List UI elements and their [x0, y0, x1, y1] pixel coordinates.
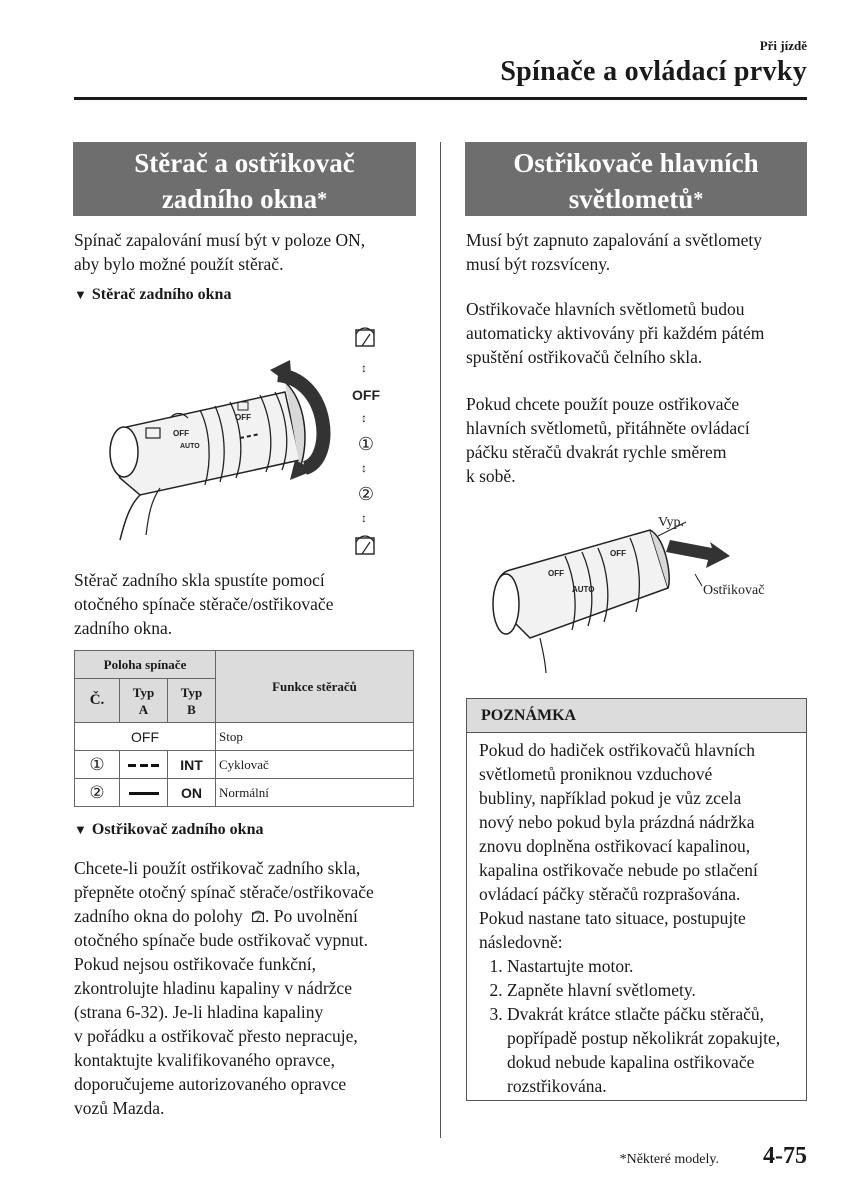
text-line: světlometů proniknou vzduchové: [479, 764, 713, 784]
washer-position-icon: [356, 536, 374, 554]
switch-position-table: [74, 650, 414, 807]
header-text: B: [187, 701, 196, 717]
headlight-paragraph-2: [466, 297, 811, 369]
note-body: [467, 733, 806, 1098]
cell-type-b: INT: [168, 751, 216, 779]
text-fragment: . Po uvolnění: [265, 906, 358, 926]
diagram-off-label: OFF: [352, 387, 380, 403]
cell-type-a-continuous-icon: [120, 779, 168, 807]
lever-off-label-2: OFF: [235, 413, 251, 422]
section-title-rear-wiper: [73, 142, 416, 216]
cell-number: ②: [75, 779, 120, 807]
headlight-paragraph-3: [466, 392, 811, 488]
page-title: Spínače a ovládací prvky: [500, 56, 807, 87]
table-header-type-a: [120, 679, 168, 723]
rear-wiper-paragraph: [74, 568, 424, 640]
footnote-star: *: [317, 188, 328, 210]
text-line: otočného spínače stěrače/ostřikovače: [74, 594, 334, 614]
headlight-paragraph-1: [466, 228, 811, 276]
double-arrow-icon: ↕: [361, 511, 367, 525]
text-line: páčku stěračů dvakrát rychle směrem: [466, 442, 727, 462]
text-line: (strana 6-32). Je-li hladina kapaliny: [74, 1002, 324, 1022]
text-line: Stěrač zadního skla spustíte pomocí: [74, 570, 325, 590]
list-item: 2. Zapněte hlavní světlomety.: [507, 978, 796, 1002]
text-line: vozů Mazda.: [74, 1098, 165, 1118]
text-line: kontaktujte kvalifikovaného opravce,: [74, 1050, 335, 1070]
washer-icon: [251, 909, 265, 923]
cell-number: ①: [75, 751, 120, 779]
section-title-line2: zadního okna: [161, 184, 318, 214]
cell-function: Stop: [216, 723, 414, 751]
lever-auto-label: AUTO: [180, 443, 200, 450]
footnote: *Některé modely.: [619, 1152, 719, 1167]
section-title-headlight-washer: [465, 142, 807, 216]
lever-off-label-2: OFF: [610, 549, 626, 558]
table-row: [75, 751, 414, 779]
text-line: přepněte otočný spínač stěrače/ostřikovače: [74, 882, 374, 902]
text-line: následovně:: [479, 932, 563, 952]
text-line: spuštění ostřikovačů čelního skla.: [466, 347, 703, 367]
section-title-line1: Ostřikovače hlavních: [513, 148, 759, 178]
headlight-washer-lever-diagram: [490, 508, 790, 678]
list-item: 3. Dvakrát krátce stlačte páčku stěračů, popřípadě postup několikrát zopakujte, dokud nebude kapalina ostřikovače rozstřikována.: [507, 1002, 796, 1098]
header-text: A: [138, 701, 149, 717]
subheading-rear-washer: [74, 821, 263, 839]
text-line: zadního okna.: [74, 618, 173, 638]
text-line: zkontrolujte hladinu kapaliny v nádržce: [74, 978, 352, 998]
figure-label-washer: Ostřikovač: [703, 583, 765, 598]
text-line: hlavních světlometů, přitáhněte ovládací: [466, 418, 750, 438]
cell-type-a-intermittent-icon: [120, 751, 168, 779]
table-row: [75, 723, 414, 751]
header-text: Typ: [132, 684, 155, 700]
table-row: [75, 779, 414, 807]
list-item: 1. Nastartujte motor.: [507, 954, 796, 978]
text-line: v pořádku a ostřikovač přesto nepracuje,: [74, 1026, 358, 1046]
position-1-label: ①: [357, 434, 375, 454]
text-line: Pokud nejsou ostřikovače funkční,: [74, 954, 317, 974]
text-line: bubliny, například pokud je vůz zcela: [479, 788, 742, 808]
cell-function: Cyklovač: [216, 751, 414, 779]
chapter-label: Při jízdě: [759, 38, 807, 53]
pull-arrow-icon: [666, 540, 730, 568]
table-header-position: Poloha spínače: [75, 651, 216, 679]
double-arrow-icon: ↕: [361, 411, 367, 425]
text-line: otočného spínače bude ostřikovač vypnut.: [74, 930, 369, 950]
rear-washer-paragraph: [74, 856, 434, 1120]
subheading-text: Stěrač zadního okna: [91, 286, 232, 303]
text-line: Musí být zapnuto zapalování a světlomety: [466, 230, 762, 250]
page-number: 4-75: [763, 1143, 807, 1169]
section-title-line2: světlometů: [568, 184, 694, 214]
subheading-rear-wiper: [74, 286, 231, 304]
text-line: Chcete-li použít ostřikovač zadního skla,: [74, 858, 361, 878]
note-box: [466, 698, 807, 1101]
table-header-type-b: [168, 679, 216, 723]
text-line: kapalina ostřikovače nebude po stlačení: [479, 860, 758, 880]
text-line: znovu doplněna ostřikovací kapalinou,: [479, 836, 751, 856]
text-line: aby bylo možné použít stěrač.: [74, 254, 284, 274]
text-line: doporučujeme autorizovaného opravce: [74, 1074, 347, 1094]
section-title-line1: Stěrač a ostřikovač: [134, 148, 355, 178]
text-line: Ostřikovače hlavních světlometů budou: [466, 299, 745, 319]
intro-paragraph: [74, 228, 424, 276]
triangle-bullet-icon: ▼: [74, 287, 87, 302]
text-line: Pokud nastane tato situace, postupujte: [479, 908, 746, 928]
text-line: musí být rozsvíceny.: [466, 254, 611, 274]
header-text: Typ: [180, 684, 203, 700]
text-fragment: zadního okna do polohy: [74, 906, 243, 926]
cell-off: OFF: [75, 723, 216, 751]
lever-auto-label: AUTO: [572, 585, 595, 594]
table-header-number: Č.: [75, 679, 120, 723]
text-line: Spínač zapalování musí být v poloze ON,: [74, 230, 366, 250]
triangle-bullet-icon: ▼: [74, 822, 87, 837]
cell-type-b: ON: [168, 779, 216, 807]
text-line: Pokud chcete použít pouze ostřikovače: [466, 394, 740, 414]
column-divider: [440, 142, 441, 1138]
double-arrow-icon: ↕: [361, 361, 367, 375]
note-steps: [479, 954, 796, 1098]
figure-label-off: Vyp.: [658, 515, 685, 530]
note-title: POZNÁMKA: [467, 699, 806, 733]
text-line: k sobě.: [466, 466, 516, 486]
footnote-star: *: [693, 188, 704, 210]
text-line: nový nebo pokud byla prázdná nádržka: [479, 812, 755, 832]
table-header-function: Funkce stěračů: [216, 651, 414, 723]
cell-function: Normální: [216, 779, 414, 807]
text-line: automaticky aktivovány při každém pátém: [466, 323, 765, 343]
subheading-text: Ostřikovač zadního okna: [91, 821, 264, 838]
text-line: Pokud do hadiček ostřikovačů hlavních: [479, 740, 756, 760]
lever-off-label: OFF: [173, 429, 189, 438]
washer-position-icon: [356, 328, 374, 346]
text-line: ovládací páčky stěračů rozprašována.: [479, 884, 741, 904]
header-rule: [74, 97, 807, 100]
double-arrow-icon: ↕: [361, 461, 367, 475]
text-line: [74, 904, 434, 928]
rear-wiper-lever-diagram: [100, 320, 400, 565]
position-2-label: ②: [357, 484, 375, 504]
lever-off-label: OFF: [548, 569, 564, 578]
